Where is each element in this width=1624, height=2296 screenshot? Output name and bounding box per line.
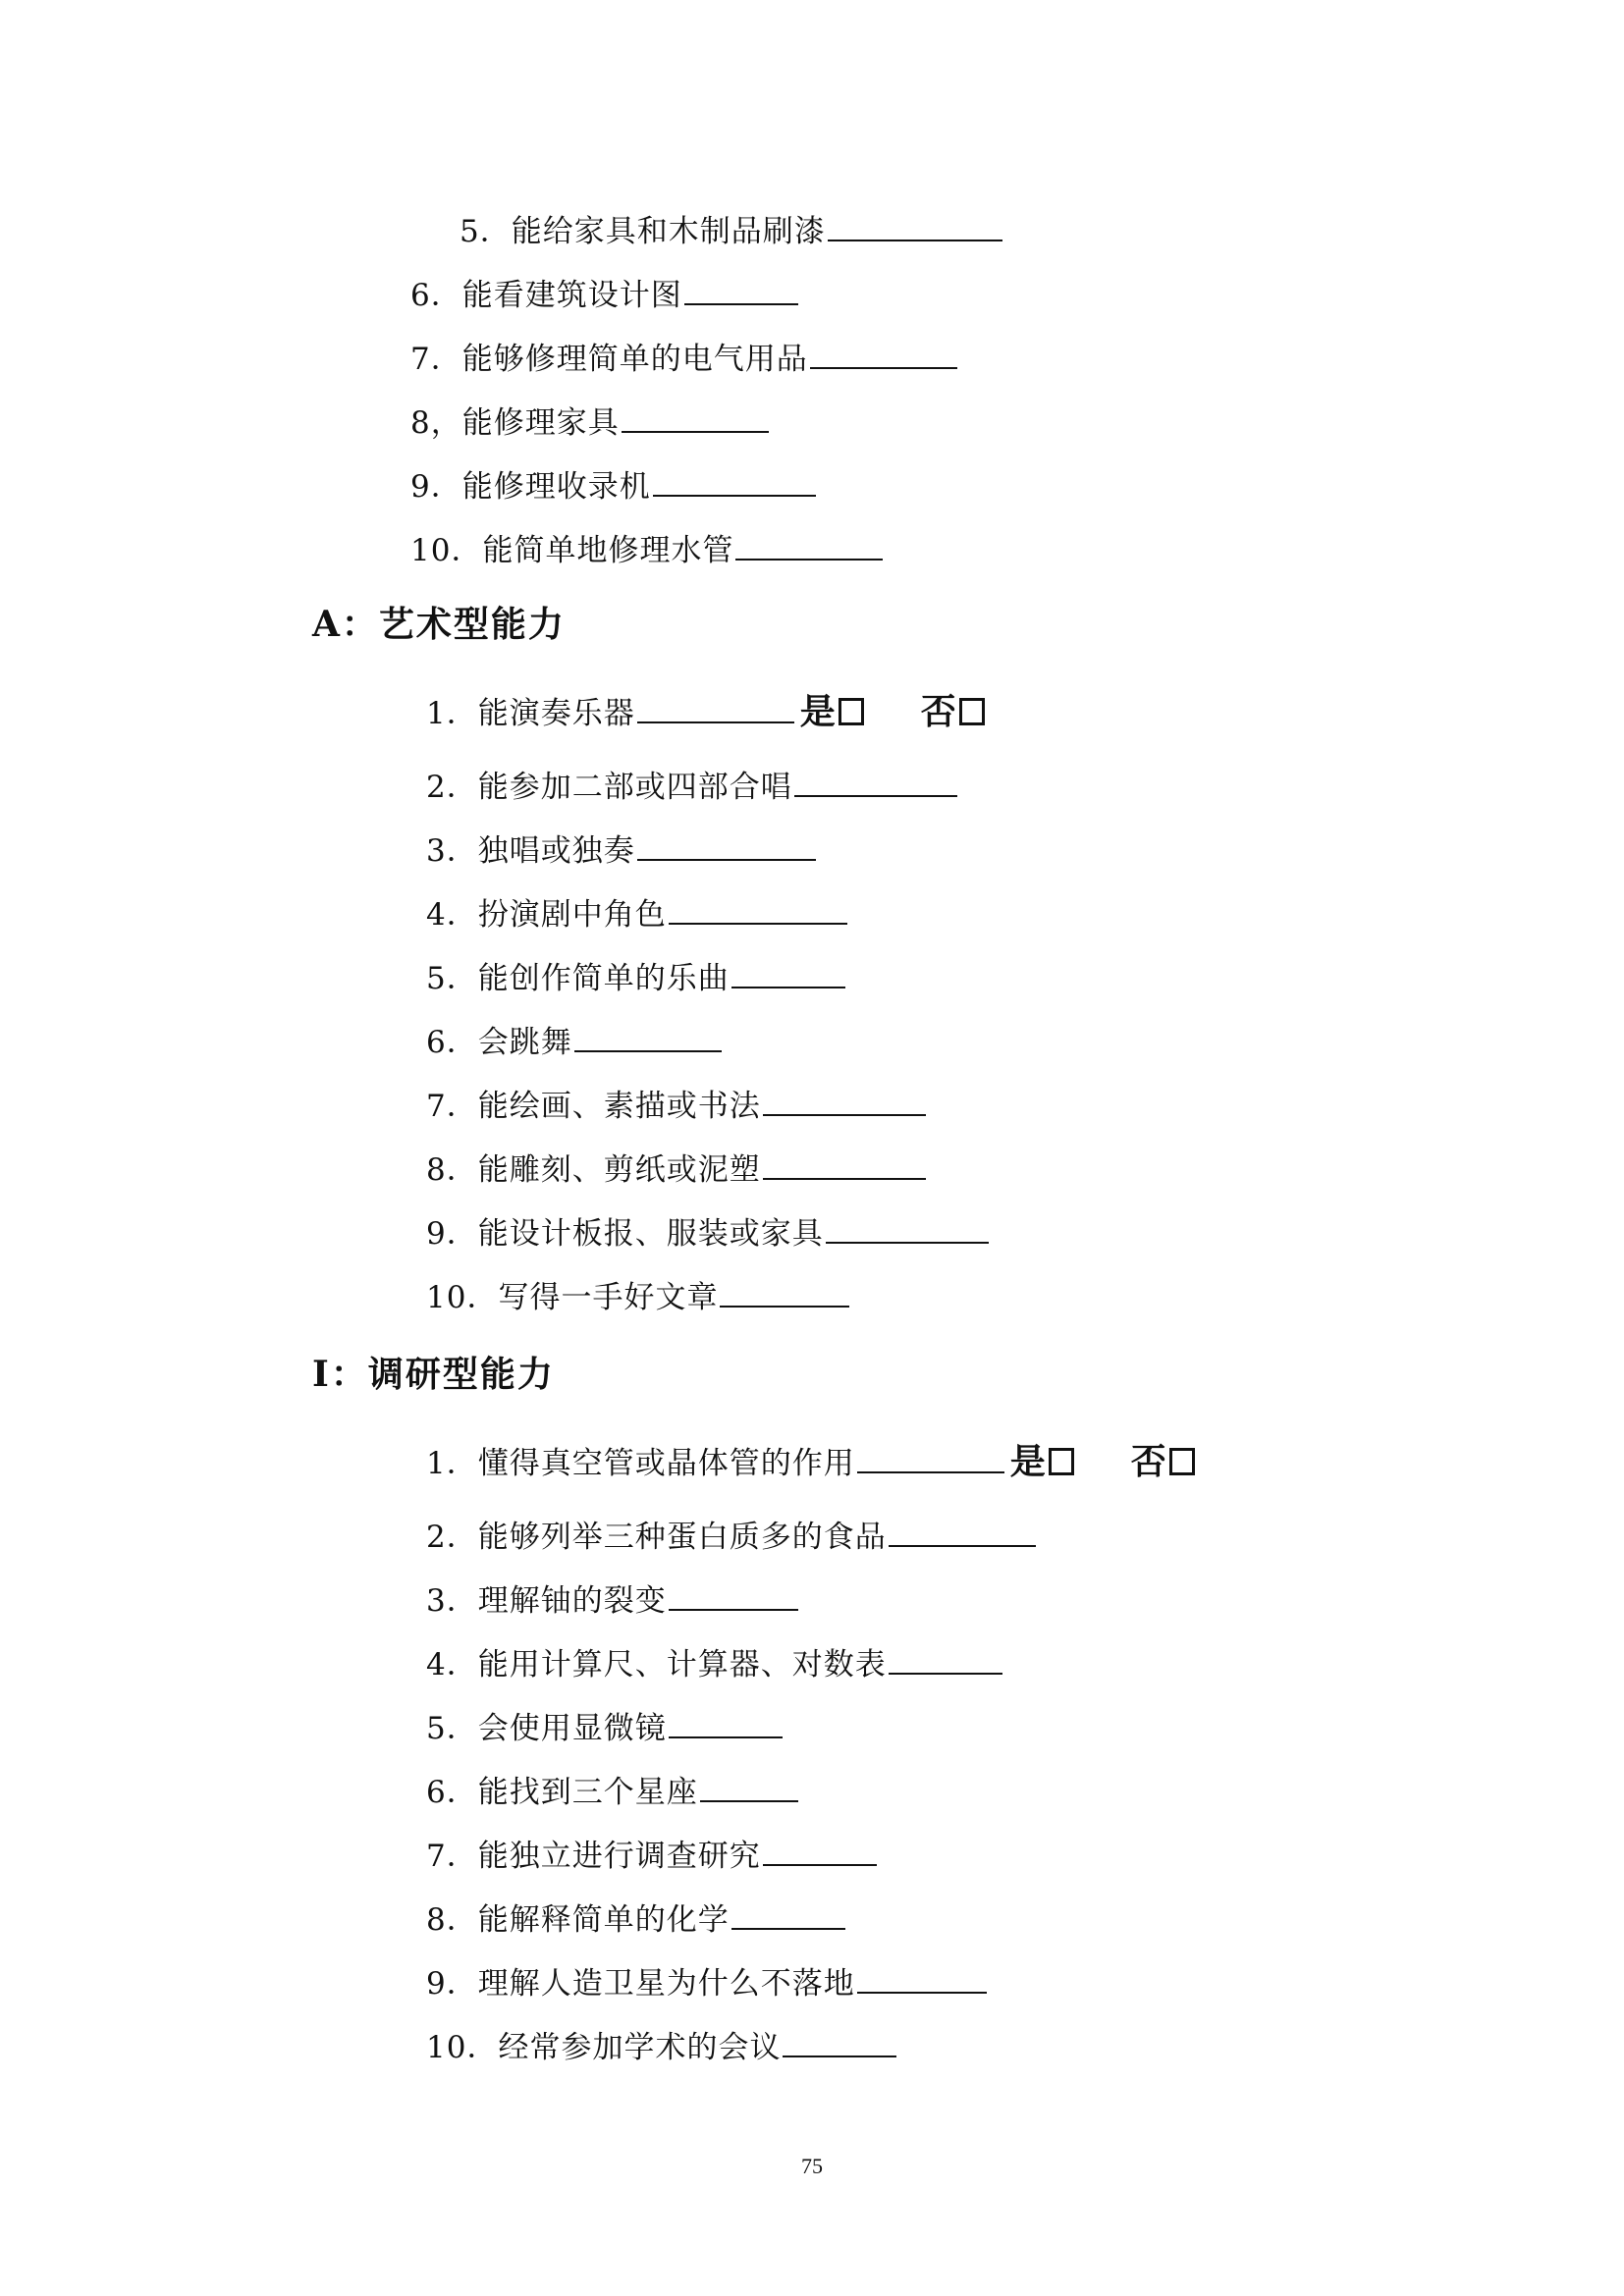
item-number: 4． — [426, 1647, 478, 1682]
answer-blank[interactable] — [684, 276, 798, 305]
list-item — [426, 768, 957, 807]
list-item — [426, 895, 847, 934]
answer-blank[interactable] — [763, 1837, 877, 1866]
answer-blank[interactable] — [857, 1964, 987, 1994]
item-text: 理解铀的裂变 — [477, 1583, 667, 1619]
list-item — [426, 1214, 989, 1254]
item-text: 能简单地修理水管 — [482, 533, 734, 568]
answer-blank[interactable] — [669, 895, 847, 925]
yes-option — [800, 693, 864, 732]
list-item — [410, 276, 798, 315]
item-text: 能用计算尺、计算器、对数表 — [477, 1647, 887, 1682]
item-number: 8． — [426, 1152, 478, 1188]
list-item — [426, 959, 845, 998]
no-checkbox[interactable] — [1169, 1448, 1195, 1475]
item-text: 能够列举三种蛋白质多的食品 — [477, 1520, 887, 1555]
item-text: 能雕刻、剪纸或泥塑 — [477, 1152, 761, 1188]
answer-blank[interactable] — [653, 467, 816, 497]
no-label: 否 — [1130, 1442, 1167, 1482]
list-item — [426, 1581, 798, 1621]
list-item — [410, 531, 883, 570]
answer-blank[interactable] — [889, 1645, 1002, 1675]
list-item — [426, 1709, 783, 1748]
answer-blank[interactable] — [763, 1087, 926, 1116]
item-number: 10． — [410, 533, 483, 568]
item-text: 能够修理简单的电气用品 — [461, 342, 808, 377]
item-text: 能独立进行调查研究 — [477, 1839, 761, 1874]
item-number: 6． — [426, 1775, 478, 1810]
list-item — [410, 340, 957, 379]
list-item — [426, 1023, 722, 1062]
answer-blank[interactable] — [622, 403, 769, 433]
no-label: 否 — [920, 692, 957, 732]
no-checkbox[interactable] — [959, 698, 985, 725]
item-number: 3． — [426, 833, 478, 869]
item-number: 4． — [426, 897, 478, 933]
answer-blank[interactable] — [731, 959, 845, 988]
item-text: 经常参加学术的会议 — [498, 2030, 782, 2065]
yes-option — [1010, 1443, 1074, 1482]
item-number: 7． — [426, 1089, 478, 1124]
yes-label: 是 — [1009, 1442, 1047, 1482]
item-text: 理解人造卫星为什么不落地 — [477, 1966, 855, 2002]
item-text: 写得一手好文章 — [498, 1280, 719, 1315]
item-text: 能设计板报、服装或家具 — [477, 1216, 824, 1252]
list-item — [426, 1278, 849, 1317]
item-text: 能解释简单的化学 — [477, 1902, 730, 1938]
item-text: 能修理收录机 — [461, 469, 651, 505]
section-heading-artistic: A：艺术型能力 — [312, 604, 566, 645]
item-number: 5． — [426, 961, 478, 996]
answer-blank[interactable] — [826, 1214, 989, 1244]
item-number: 10． — [426, 2030, 499, 2065]
list-item — [426, 1773, 798, 1812]
answer-blank[interactable] — [889, 1518, 1036, 1547]
list-item — [410, 467, 816, 507]
item-text: 能找到三个星座 — [477, 1775, 698, 1810]
answer-blank[interactable] — [783, 2028, 896, 2057]
item-text: 会使用显微镜 — [477, 1711, 667, 1746]
yes-label: 是 — [799, 692, 837, 732]
answer-blank[interactable] — [700, 1773, 798, 1802]
item-text: 能修理家具 — [461, 405, 620, 441]
item-number: 7． — [426, 1839, 478, 1874]
list-item — [426, 831, 816, 871]
item-text: 能看建筑设计图 — [461, 278, 682, 313]
item-number: 6． — [410, 278, 462, 313]
list-item — [426, 1443, 1195, 1482]
item-number: 2． — [426, 770, 478, 805]
answer-blank[interactable] — [763, 1150, 926, 1180]
item-text: 懂得真空管或晶体管的作用 — [477, 1446, 855, 1481]
item-number: 1． — [426, 1446, 478, 1481]
item-number: 6． — [426, 1025, 478, 1060]
list-item — [410, 403, 769, 443]
answer-blank[interactable] — [637, 831, 816, 861]
item-number: 2． — [426, 1520, 478, 1555]
item-number: 9． — [426, 1216, 478, 1252]
item-number: 10． — [426, 1280, 499, 1315]
page-number: 75 — [801, 2154, 823, 2178]
item-text: 独唱或独奏 — [477, 833, 635, 869]
answer-blank[interactable] — [731, 1900, 845, 1930]
answer-blank[interactable] — [735, 531, 883, 561]
answer-blank[interactable] — [574, 1023, 722, 1052]
answer-blank[interactable] — [857, 1444, 1004, 1473]
item-text: 能给家具和木制品刷漆 — [511, 214, 826, 249]
item-number: 1． — [426, 696, 478, 731]
answer-blank[interactable] — [828, 212, 1002, 241]
answer-blank[interactable] — [669, 1709, 783, 1738]
list-item — [426, 1645, 1002, 1684]
answer-blank[interactable] — [794, 768, 957, 797]
item-text: 能绘画、素描或书法 — [477, 1089, 761, 1124]
list-item — [426, 1964, 987, 2003]
item-text: 会跳舞 — [477, 1025, 572, 1060]
answer-blank[interactable] — [810, 340, 957, 369]
item-text: 扮演剧中角色 — [477, 897, 667, 933]
item-number: 8， — [410, 405, 462, 441]
item-number: 5． — [426, 1711, 478, 1746]
item-text: 能创作简单的乐曲 — [477, 961, 730, 996]
answer-blank[interactable] — [669, 1581, 798, 1611]
section-heading-investigative: I：调研型能力 — [312, 1354, 555, 1395]
list-item — [426, 1900, 845, 1940]
yes-checkbox[interactable] — [1049, 1448, 1074, 1475]
item-number: 9． — [410, 469, 462, 505]
item-number: 8． — [426, 1902, 478, 1938]
list-item — [460, 212, 1002, 251]
list-item — [426, 1837, 877, 1876]
answer-blank[interactable] — [720, 1278, 849, 1308]
no-option — [1131, 1443, 1195, 1482]
no-option — [921, 693, 985, 732]
list-item — [426, 1150, 926, 1190]
item-text: 能演奏乐器 — [477, 696, 635, 731]
yes-checkbox[interactable] — [839, 698, 864, 725]
list-item — [426, 1518, 1036, 1557]
item-number: 9． — [426, 1966, 478, 2002]
item-text: 能参加二部或四部合唱 — [477, 770, 792, 805]
list-item — [426, 693, 985, 732]
list-item — [426, 1087, 926, 1126]
item-number: 7． — [410, 342, 462, 377]
list-item — [426, 2028, 896, 2067]
item-number: 3． — [426, 1583, 478, 1619]
item-number: 5． — [460, 214, 512, 249]
answer-blank[interactable] — [637, 694, 794, 723]
